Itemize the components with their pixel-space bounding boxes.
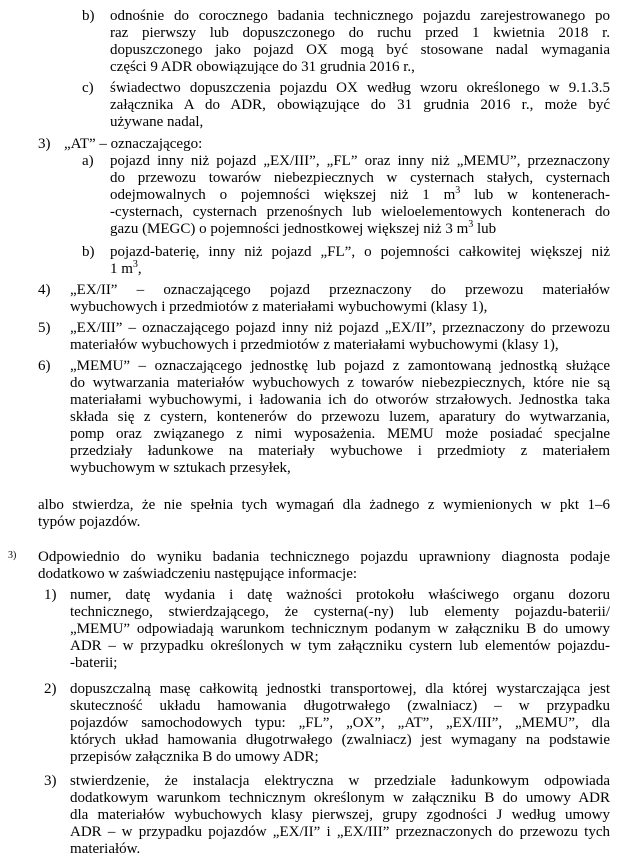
text-line: Odpowiednio do wyniku badania technicznego pojazdu uprawniony diagnosta podaje [38,549,610,565]
text-line: wybuchowym w sztukach przesyłek, [70,460,291,476]
text-line: wybuchowych i przedmiotów z materiałami wybuchowymi (klasy 1), [70,299,488,315]
text-line: -baterii; [70,655,118,671]
text-line: „EX/II” – oznaczającego pojazd przeznaczony do przewozu materiałów [70,282,610,298]
text-line: ADR – w przypadku określonych w tym załączniku cystern lub elementów pojazdu- [70,638,610,654]
text-line: dodatkowo w zaświadczeniu następujące informacje: [38,566,358,582]
list-item-text [110,8,610,76]
list-marker: a) [82,153,94,169]
list-item-text [70,358,610,477]
text-line: załącznika A do ADR, obowiązujące do 31 grudnia 2016 r., może być [110,97,610,113]
text-line: pojazd inny niż pojazd „EX/III”, „FL” oraz inny niż „MEMU”, przeznaczony [110,153,610,169]
list-marker: 3) [38,136,51,152]
text-line: typów pojazdów. [38,514,141,530]
closing-paragraph [38,497,610,531]
text-line: dopuszczonego jako pojazd OX mogą być stosowane nadal wymagania [110,42,610,58]
text-line: „MEMU” odpowiadają warunkom technicznym podanym w załączniku B do umowy [70,621,610,637]
list-marker: 4) [38,282,51,298]
text-line: odejmowalnych o pojemności większej niż 1 $m^3$ lub w kontenerach- [110,185,610,203]
text-line: „AT” – oznaczającego: [64,136,203,152]
text-line: skuteczność układu hamowania długotrwałego (zwalniacz) – w przypadku [70,698,610,714]
text-line: 1 $m^3$, [110,259,142,277]
text-line: -cysternach, cysternach przenośnych lub wieloelementowych kontenerach do [110,204,610,220]
text-line: raz pierwszy lub dopuszczonego do ruchu przed 1 kwietnia 2018 r. [110,25,610,41]
list-item-text [70,681,610,766]
text-line: składa się z cystern, kontenerów do przewozu luzem, aparatury do wytwarzania, [70,409,610,425]
text-line: których układ hamowania długotrwałego (zwalniacz) jest wymagany na podstawie [70,732,610,748]
text-line: do wytwarzania materiałów wybuchowych z towarów niebezpiecznych, które nie są [70,375,610,391]
text-line: dodatkowym warunkom technicznym określonym w załączniku B do umowy ADR [70,790,610,806]
text-line: technicznego, stwierdzającego, że cysterna(-ny) lub elementy pojazdu-baterii/ [70,604,610,620]
list-marker: 3) [44,773,57,789]
text-line: do przewozu towarów niebezpiecznych w cysternach stałych, cysternach [110,170,610,186]
text-line: pojazd-baterię, inny niż pojazd „FL”, o pojemności całkowitej większej niż [110,244,610,260]
text-line: ADR – w przypadku pojazdów „EX/II” i „EX/III” przeznaczonych do przewozu tych [70,824,610,840]
text-line: „EX/III” – oznaczającego pojazd inny niż pojazd „EX/II”, przeznaczony do przewozu [70,320,610,336]
list-item-text [70,282,610,316]
text-line: „MEMU” – oznaczającego jednostkę lub pojazd z zamontowaną jednostką służące [70,358,610,374]
list-item-text [70,587,610,672]
list-marker: 2) [44,681,57,697]
text-line: świadectwo dopuszczenia pojazdu OX według wzoru określonego w 9.1.3.5 [110,80,610,96]
text-line: używane nadal, [110,114,204,130]
text-line: części 9 ADR obowiązujące do 31 grudnia 2016 r., [110,59,415,75]
text-line: gazu (MEGC) o pojemności jednostkowej większej niż 3 $m^3$ lub [110,219,497,237]
text-line: pojazdów samochodowych typu: „FL”, „OX”, „AT”, „EX/III”, „MEMU”, dla [70,715,610,731]
list-marker: b) [82,8,95,24]
text-line: dla materiałów wybuchowych klasy pierwszej, grupy zgodności J według umowy [70,807,610,823]
text-line: albo stwierdza, że nie spełnia tych wymagań dla żadnego z wymienionych w pkt 1–6 [38,497,610,513]
list-item-text [70,320,610,354]
list-item-text [70,773,610,858]
list-marker: b) [82,244,95,260]
text-line: materiałów wybuchowych i przedmiotów z materiałami wybuchowymi (klasy 1), [70,337,559,353]
list-marker: 1) [44,587,57,603]
list-item-text [110,153,610,238]
text-line: stwierdzenie, że instalacja elektryczna w przedziale ładunkowym odpowiada [70,773,610,789]
text-line: przepisów załącznika B do umowy ADR; [70,749,319,765]
list-item-text [64,136,604,153]
list-item-text [110,80,610,131]
text-line: numer, datę wydania i datę ważności protokołu właściwego organu dozoru [70,587,610,603]
text-line: dopuszczalną masę całkowitą jednostki transportowej, dla której wystarczająca jest [70,681,610,697]
text-line: przedziały ładunkowe na materiały wybuchowe i przedmioty z materiałem [70,443,610,459]
list-item-text [110,244,610,278]
text-line: materiałami wybuchowymi, i ładowania ich do otworów strzałowych. Jednostka taka [70,392,610,408]
text-line: pomp oraz związanego z nimi wyposażenia. MEMU może posiadać specjalne [70,426,610,442]
text-line: materiałów. [70,841,141,857]
text-line: odnośnie do corocznego badania technicznego pojazdu zarejestrowanego po [110,8,610,24]
list-marker: 6) [38,358,51,374]
footnote-mark: 3) [8,550,17,561]
list-marker: c) [82,80,94,96]
footnote-intro [38,549,610,583]
list-marker: 5) [38,320,51,336]
